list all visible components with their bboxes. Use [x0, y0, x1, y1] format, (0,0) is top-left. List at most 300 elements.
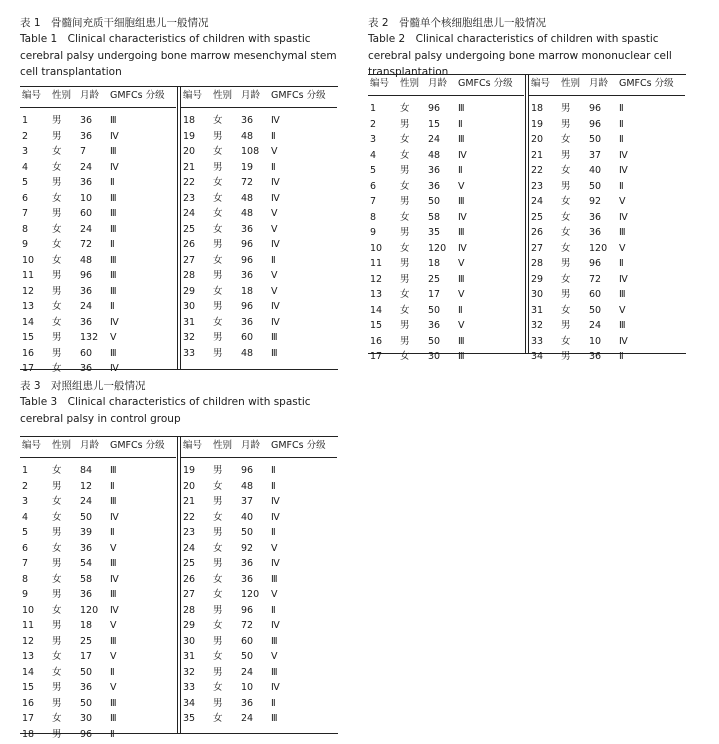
cell-age-months: 24: [80, 223, 93, 235]
cell-sex: 男: [213, 635, 223, 647]
cell-gmfcs: Ⅱ: [619, 134, 624, 145]
cell-id: 4: [370, 149, 377, 161]
cell-age-months: 18: [241, 285, 254, 297]
table-row: [20, 346, 176, 361]
cell-age-months: 96: [428, 103, 441, 114]
column-divider: [177, 87, 181, 369]
cell-gmfcs: Ⅲ: [271, 635, 278, 647]
cell-age-months: 50: [428, 335, 441, 347]
column-header: 编号: [370, 78, 390, 89]
cell-id: 17: [22, 713, 35, 724]
table-row: [368, 225, 524, 240]
cell-gmfcs: Ⅱ: [271, 254, 276, 266]
cell-sex: 女: [213, 285, 223, 297]
table-row: [368, 256, 524, 271]
cell-age-months: 84: [80, 465, 93, 476]
cell-id: 26: [531, 227, 544, 238]
table-row: [181, 541, 337, 556]
table-left-half: [20, 87, 176, 374]
cell-sex: 女: [52, 301, 62, 312]
cell-age-months: 36: [241, 270, 254, 281]
cell-age-months: 48: [241, 208, 254, 219]
cell-id: 24: [183, 208, 196, 219]
table-row: [20, 494, 176, 509]
cell-age-months: 12: [80, 480, 93, 492]
table-row: [20, 572, 176, 587]
table-row: [181, 525, 337, 540]
cell-age-months: 35: [428, 227, 441, 238]
table-right-half: [181, 437, 337, 733]
table-row: [181, 284, 337, 299]
cell-id: 12: [370, 273, 383, 285]
column-header: 月龄: [589, 78, 609, 89]
cell-sex: 女: [52, 511, 62, 523]
cell-id: 20: [183, 480, 196, 492]
cell-id: 2: [22, 130, 29, 142]
cell-id: 2: [370, 118, 377, 130]
cell-id: 30: [183, 301, 196, 312]
cell-id: 7: [22, 558, 29, 569]
cell-id: 4: [22, 161, 29, 173]
cell-sex: 男: [561, 351, 571, 362]
cell-gmfcs: Ⅳ: [271, 239, 280, 250]
cell-age-months: 36: [241, 316, 254, 328]
cell-sex: 女: [561, 227, 571, 238]
cell-age-months: 36: [80, 316, 93, 328]
table-row: [181, 191, 337, 206]
cell-gmfcs: Ⅳ: [110, 511, 119, 523]
table-row: [181, 479, 337, 494]
column-header: 月龄: [80, 90, 100, 101]
cell-sex: 女: [400, 103, 410, 114]
cell-gmfcs: Ⅳ: [110, 604, 119, 616]
cell-id: 6: [22, 542, 29, 554]
cell-sex: 男: [52, 285, 62, 297]
table-row: [20, 206, 176, 221]
cell-age-months: 19: [241, 161, 254, 173]
cell-sex: 男: [213, 666, 223, 678]
cell-age-months: 50: [428, 196, 441, 207]
table-row: [20, 680, 176, 695]
cell-id: 11: [22, 620, 35, 631]
cell-gmfcs: Ⅴ: [458, 289, 465, 300]
cell-age-months: 24: [589, 320, 602, 331]
cell-gmfcs: Ⅳ: [110, 161, 119, 173]
table-row: [181, 113, 337, 128]
cell-age-months: 72: [80, 239, 93, 250]
table-row: [529, 117, 685, 132]
cell-gmfcs: Ⅱ: [110, 480, 115, 492]
cell-id: 20: [531, 134, 544, 145]
table-row: [529, 210, 685, 225]
table-row: [20, 510, 176, 525]
cell-sex: 男: [213, 496, 223, 507]
cell-age-months: 48: [241, 130, 254, 142]
column-header: GMFCs 分级: [110, 440, 165, 451]
cell-age-months: 60: [241, 332, 254, 343]
cell-id: 1: [22, 115, 29, 126]
cell-id: 14: [22, 316, 35, 328]
cell-gmfcs: Ⅲ: [110, 713, 117, 724]
cell-age-months: 36: [80, 589, 93, 600]
table-row: [20, 463, 176, 478]
table-row: [20, 237, 176, 252]
cell-sex: 女: [561, 196, 571, 207]
cell-gmfcs: Ⅳ: [619, 165, 628, 176]
cell-gmfcs: Ⅲ: [271, 347, 278, 359]
cell-gmfcs: Ⅲ: [110, 115, 117, 126]
cell-sex: 男: [400, 320, 410, 331]
cell-age-months: 17: [80, 651, 93, 662]
cell-age-months: 36: [241, 573, 254, 585]
table-row: [181, 237, 337, 252]
table-left-half: [368, 75, 524, 362]
cell-gmfcs: Ⅳ: [271, 620, 280, 631]
table2-caption-cn: 表 2 骨髓单个核细胞组患儿一般情况: [368, 17, 547, 29]
table-row: [181, 253, 337, 268]
table1-caption-cn: 表 1 骨髓间充质干细胞组患儿一般情况: [20, 17, 209, 29]
cell-age-months: 50: [589, 134, 602, 145]
table-row: [181, 315, 337, 330]
table-row: [181, 206, 337, 221]
cell-id: 2: [22, 480, 29, 492]
cell-age-months: 96: [589, 258, 602, 269]
table3-caption: [20, 378, 350, 427]
cell-id: 28: [183, 604, 196, 616]
cell-id: 1: [370, 103, 377, 114]
cell-gmfcs: Ⅲ: [110, 254, 117, 266]
cell-sex: 女: [213, 511, 223, 523]
table-row: [181, 618, 337, 633]
cell-id: 15: [22, 332, 35, 343]
cell-id: 23: [183, 192, 196, 204]
cell-id: 19: [183, 465, 196, 476]
table-row: [181, 634, 337, 649]
cell-sex: 女: [52, 713, 62, 724]
cell-sex: 女: [52, 254, 62, 266]
cell-sex: 男: [52, 697, 62, 709]
cell-gmfcs: Ⅱ: [458, 165, 463, 176]
cell-age-months: 60: [241, 635, 254, 647]
cell-sex: 男: [400, 227, 410, 238]
cell-gmfcs: Ⅴ: [619, 242, 626, 254]
cell-age-months: 36: [241, 558, 254, 569]
cell-sex: 男: [213, 465, 223, 476]
cell-sex: 女: [52, 666, 62, 678]
cell-gmfcs: Ⅲ: [110, 465, 117, 476]
table-row: [529, 334, 685, 349]
cell-gmfcs: Ⅱ: [271, 697, 276, 709]
cell-sex: 女: [213, 682, 223, 693]
cell-sex: 女: [213, 254, 223, 266]
cell-gmfcs: Ⅴ: [110, 620, 117, 631]
table-row: [368, 210, 524, 225]
cell-sex: 女: [213, 542, 223, 554]
table-right-half: [181, 87, 337, 369]
cell-age-months: 50: [80, 511, 93, 523]
cell-gmfcs: Ⅲ: [110, 285, 117, 297]
column-header: 月龄: [241, 90, 261, 101]
column-header: 性别: [52, 90, 72, 101]
cell-age-months: 96: [589, 103, 602, 114]
column-header: 月龄: [80, 440, 100, 451]
cell-age-months: 24: [80, 496, 93, 507]
cell-age-months: 58: [80, 573, 93, 585]
cell-id: 5: [22, 177, 29, 188]
cell-gmfcs: Ⅳ: [619, 273, 628, 285]
cell-age-months: 30: [428, 351, 441, 362]
cell-sex: 女: [400, 149, 410, 161]
cell-id: 27: [183, 589, 196, 600]
cell-age-months: 10: [80, 192, 93, 204]
cell-gmfcs: Ⅲ: [619, 227, 626, 238]
cell-gmfcs: Ⅲ: [110, 635, 117, 647]
cell-age-months: 50: [241, 527, 254, 538]
cell-age-months: 36: [80, 177, 93, 188]
cell-sex: 女: [213, 589, 223, 600]
cell-id: 18: [531, 103, 544, 114]
cell-age-months: 40: [241, 511, 254, 523]
cell-id: 31: [531, 304, 544, 316]
table-row: [529, 179, 685, 194]
cell-gmfcs: Ⅲ: [271, 332, 278, 343]
table-row: [181, 556, 337, 571]
cell-sex: 男: [213, 604, 223, 616]
table-row: [20, 160, 176, 175]
cell-id: 16: [22, 347, 35, 359]
cell-gmfcs: Ⅳ: [458, 149, 467, 161]
header-rule: [181, 457, 337, 458]
cell-sex: 女: [213, 573, 223, 585]
cell-gmfcs: Ⅳ: [271, 115, 280, 126]
cell-gmfcs: Ⅴ: [271, 285, 278, 297]
table-row: [181, 268, 337, 283]
table-row: [368, 194, 524, 209]
table-row: [181, 463, 337, 478]
cell-gmfcs: Ⅲ: [458, 273, 465, 285]
cell-sex: 女: [213, 192, 223, 204]
cell-age-months: 96: [241, 239, 254, 250]
column-header: 性别: [400, 78, 420, 89]
cell-id: 6: [370, 180, 377, 192]
cell-age-months: 36: [241, 115, 254, 126]
cell-id: 32: [183, 332, 196, 343]
cell-sex: 男: [561, 320, 571, 331]
cell-id: 24: [531, 196, 544, 207]
column-header: GMFCs 分级: [271, 90, 326, 101]
table-row: [20, 315, 176, 330]
table-row: [20, 144, 176, 159]
cell-gmfcs: Ⅴ: [271, 542, 278, 554]
cell-sex: 女: [561, 165, 571, 176]
cell-gmfcs: Ⅲ: [110, 208, 117, 219]
cell-sex: 男: [561, 258, 571, 269]
cell-age-months: 36: [80, 682, 93, 693]
table-row: [368, 334, 524, 349]
table-row: [529, 349, 685, 364]
cell-age-months: 25: [80, 635, 93, 647]
cell-age-months: 50: [589, 304, 602, 316]
cell-age-months: 48: [428, 149, 441, 161]
table3-caption-en: Table 3 Clinical characteristics of children with spastic cerebral palsy in control group: [20, 396, 311, 425]
cell-sex: 女: [52, 192, 62, 204]
cell-sex: 女: [52, 161, 62, 173]
cell-gmfcs: Ⅳ: [619, 335, 628, 347]
cell-gmfcs: Ⅲ: [110, 558, 117, 569]
table-row: [20, 361, 176, 376]
cell-gmfcs: Ⅳ: [458, 242, 467, 254]
table-row: [529, 318, 685, 333]
cell-gmfcs: Ⅱ: [619, 103, 624, 114]
cell-id: 34: [183, 697, 196, 709]
table-row: [20, 649, 176, 664]
cell-gmfcs: Ⅲ: [110, 146, 117, 157]
cell-sex: 男: [213, 332, 223, 343]
table-row: [368, 101, 524, 116]
cell-age-months: 92: [589, 196, 602, 207]
cell-id: 31: [183, 651, 196, 662]
cell-sex: 男: [52, 558, 62, 569]
table-row: [20, 587, 176, 602]
cell-sex: 男: [213, 161, 223, 173]
cell-gmfcs: Ⅴ: [619, 196, 626, 207]
cell-age-months: 36: [428, 180, 441, 192]
cell-id: 3: [22, 146, 29, 157]
table-row: [181, 711, 337, 726]
cell-age-months: 36: [80, 542, 93, 554]
cell-gmfcs: Ⅳ: [110, 130, 119, 142]
cell-id: 29: [531, 273, 544, 285]
cell-gmfcs: Ⅱ: [271, 604, 276, 616]
cell-age-months: 60: [80, 208, 93, 219]
table-row: [20, 525, 176, 540]
cell-sex: 女: [400, 242, 410, 254]
cell-age-months: 48: [241, 347, 254, 359]
cell-id: 28: [531, 258, 544, 269]
cell-id: 10: [22, 604, 35, 616]
cell-gmfcs: Ⅳ: [110, 316, 119, 328]
cell-age-months: 96: [241, 465, 254, 476]
table-row: [20, 541, 176, 556]
table-row: [181, 603, 337, 618]
cell-sex: 男: [400, 258, 410, 269]
table-row: [20, 284, 176, 299]
cell-sex: 男: [400, 118, 410, 130]
cell-id: 17: [22, 363, 35, 374]
cell-sex: 女: [52, 573, 62, 585]
cell-gmfcs: Ⅱ: [619, 351, 624, 362]
cell-gmfcs: Ⅱ: [619, 118, 624, 130]
cell-gmfcs: Ⅲ: [110, 589, 117, 600]
cell-gmfcs: Ⅲ: [458, 335, 465, 347]
table3: [20, 436, 338, 740]
cell-id: 3: [22, 496, 29, 507]
table-row: [181, 299, 337, 314]
cell-sex: 女: [213, 115, 223, 126]
cell-gmfcs: Ⅳ: [271, 682, 280, 693]
header-rule: [20, 457, 176, 458]
cell-sex: 男: [561, 103, 571, 114]
cell-id: 15: [22, 682, 35, 693]
cell-age-months: 96: [589, 118, 602, 130]
cell-id: 13: [370, 289, 383, 300]
column-header: 月龄: [428, 78, 448, 89]
table-row: [181, 494, 337, 509]
table-row: [368, 349, 524, 364]
cell-id: 12: [22, 635, 35, 647]
cell-id: 13: [22, 301, 35, 312]
cell-gmfcs: Ⅳ: [271, 301, 280, 312]
cell-id: 29: [183, 285, 196, 297]
table-header-row: [529, 76, 685, 92]
cell-id: 4: [22, 511, 29, 523]
cell-id: 35: [183, 713, 196, 724]
table-row: [529, 287, 685, 302]
cell-age-months: 48: [241, 480, 254, 492]
cell-gmfcs: Ⅱ: [271, 527, 276, 538]
cell-id: 3: [370, 134, 377, 145]
cell-gmfcs: Ⅱ: [458, 118, 463, 130]
cell-sex: 女: [561, 134, 571, 145]
cell-sex: 女: [52, 651, 62, 662]
header-rule: [529, 95, 685, 96]
table2-caption-en: Table 2 Clinical characteristics of children with spastic cerebral palsy undergoing bone marrow mononuclear cell transplantation: [368, 33, 672, 78]
cell-id: 1: [22, 465, 29, 476]
table-row: [181, 222, 337, 237]
table-row: [529, 272, 685, 287]
cell-gmfcs: Ⅱ: [110, 666, 115, 678]
cell-id: 9: [370, 227, 377, 238]
cell-gmfcs: Ⅱ: [110, 239, 115, 250]
table-row: [529, 241, 685, 256]
cell-id: 13: [22, 651, 35, 662]
cell-id: 28: [183, 270, 196, 281]
column-header: 编号: [531, 78, 551, 89]
cell-id: 33: [531, 335, 544, 347]
table-row: [529, 101, 685, 116]
cell-age-months: 24: [428, 134, 441, 145]
cell-gmfcs: Ⅲ: [271, 573, 278, 585]
cell-gmfcs: Ⅲ: [110, 192, 117, 204]
cell-id: 23: [531, 180, 544, 192]
cell-sex: 男: [400, 165, 410, 176]
table-row: [181, 144, 337, 159]
cell-id: 30: [531, 289, 544, 300]
cell-sex: 女: [213, 651, 223, 662]
cell-gmfcs: Ⅴ: [458, 180, 465, 192]
cell-age-months: 48: [241, 192, 254, 204]
cell-sex: 男: [213, 301, 223, 312]
cell-age-months: 24: [80, 161, 93, 173]
table-row: [20, 618, 176, 633]
cell-gmfcs: Ⅱ: [271, 480, 276, 492]
cell-age-months: 92: [241, 542, 254, 554]
cell-sex: 男: [52, 130, 62, 142]
cell-gmfcs: Ⅲ: [458, 227, 465, 238]
cell-age-months: 24: [241, 666, 254, 678]
cell-gmfcs: Ⅱ: [110, 177, 115, 188]
cell-sex: 女: [213, 316, 223, 328]
cell-sex: 女: [561, 304, 571, 316]
cell-gmfcs: Ⅱ: [110, 728, 115, 740]
cell-id: 18: [183, 115, 196, 126]
cell-id: 32: [183, 666, 196, 678]
cell-sex: 男: [52, 728, 62, 740]
cell-id: 6: [22, 192, 29, 204]
table-left-half: [20, 437, 176, 740]
column-header: 性别: [52, 440, 72, 451]
cell-id: 24: [183, 542, 196, 554]
